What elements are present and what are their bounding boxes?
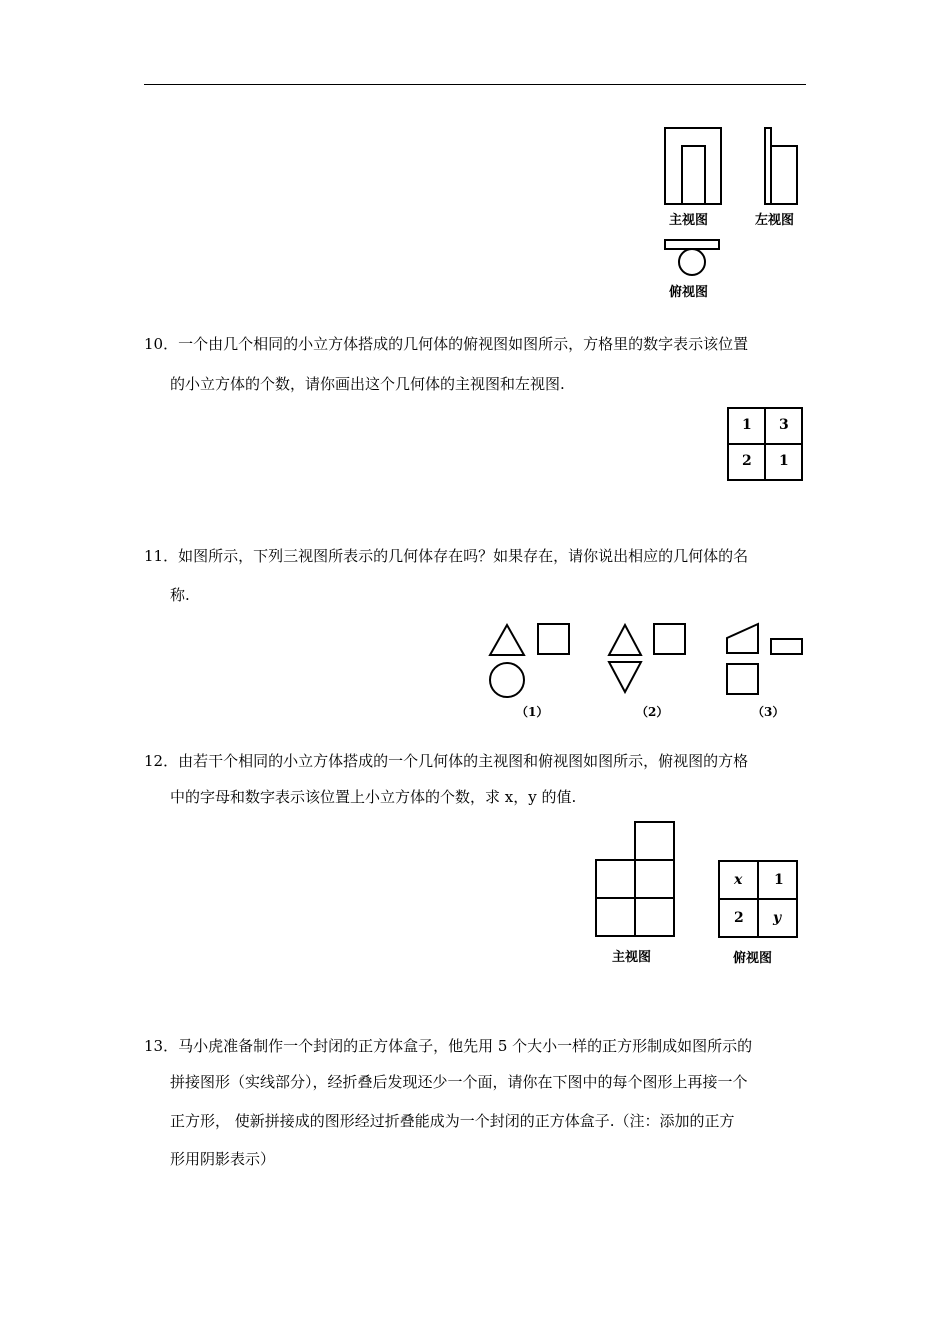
q12-front-caption: 主视图 [612,950,652,965]
q11-text-line1: 11．如图所示，下列三视图所表示的几何体存在吗？如果存在，请你说出相应的几何体的名 [144,547,749,565]
q11-label-3: （3） [752,705,785,719]
q12-cell: 1 [774,872,784,888]
q11-label-1: （1） [516,705,549,719]
q12-text-line1: 12．由若干个相同的小立方体搭成的一个几何体的主视图和俯视图如图所示，俯视图的方格 [144,752,749,770]
q11-label-2: （2） [636,705,669,719]
q12-cell: y [773,910,782,926]
q10-cell: 2 [742,453,752,469]
q12-cell: 2 [734,910,744,926]
q13-text-line2: 拼接图形（实线部分），经折叠后发现还少一个面，请你在下图中的每个图形上再接一个 [170,1073,748,1091]
q12-cell: x [734,872,743,888]
q13-text-line3: 正方形， 使新拼接成的图形经过折叠能成为一个封闭的正方体盒子.（注：添加的正方 [170,1112,735,1130]
q9-front-caption: 主视图 [669,213,709,228]
q12-front-top-block [635,822,674,860]
q12-text-line2: 中的字母和数字表示该位置上小立方体的个数，求 x，y 的值. [170,788,577,806]
q10-text-line2: 的小立方体的个数，请你画出这个几何体的主视图和左视图. [170,375,565,393]
q9-top-caption: 俯视图 [669,285,709,300]
q10-text-line1: 10．一个由几个相同的小立方体搭成的几何体的俯视图如图所示，方格里的数字表示该位置 [144,335,749,353]
q9-left-caption: 左视图 [755,213,795,228]
q13-text-line4: 形用阴影表示） [170,1150,276,1168]
q10-cell: 1 [779,453,789,469]
q13-text-line1: 13．马小虎准备制作一个封闭的正方体盒子，他先用 5 个大小一样的正方形制成如图所示的 [144,1037,753,1055]
q10-cell: 3 [779,417,789,433]
q11-text-line2: 称. [170,586,190,604]
q12-top-caption: 俯视图 [733,951,773,966]
q10-cell: 1 [742,417,752,433]
